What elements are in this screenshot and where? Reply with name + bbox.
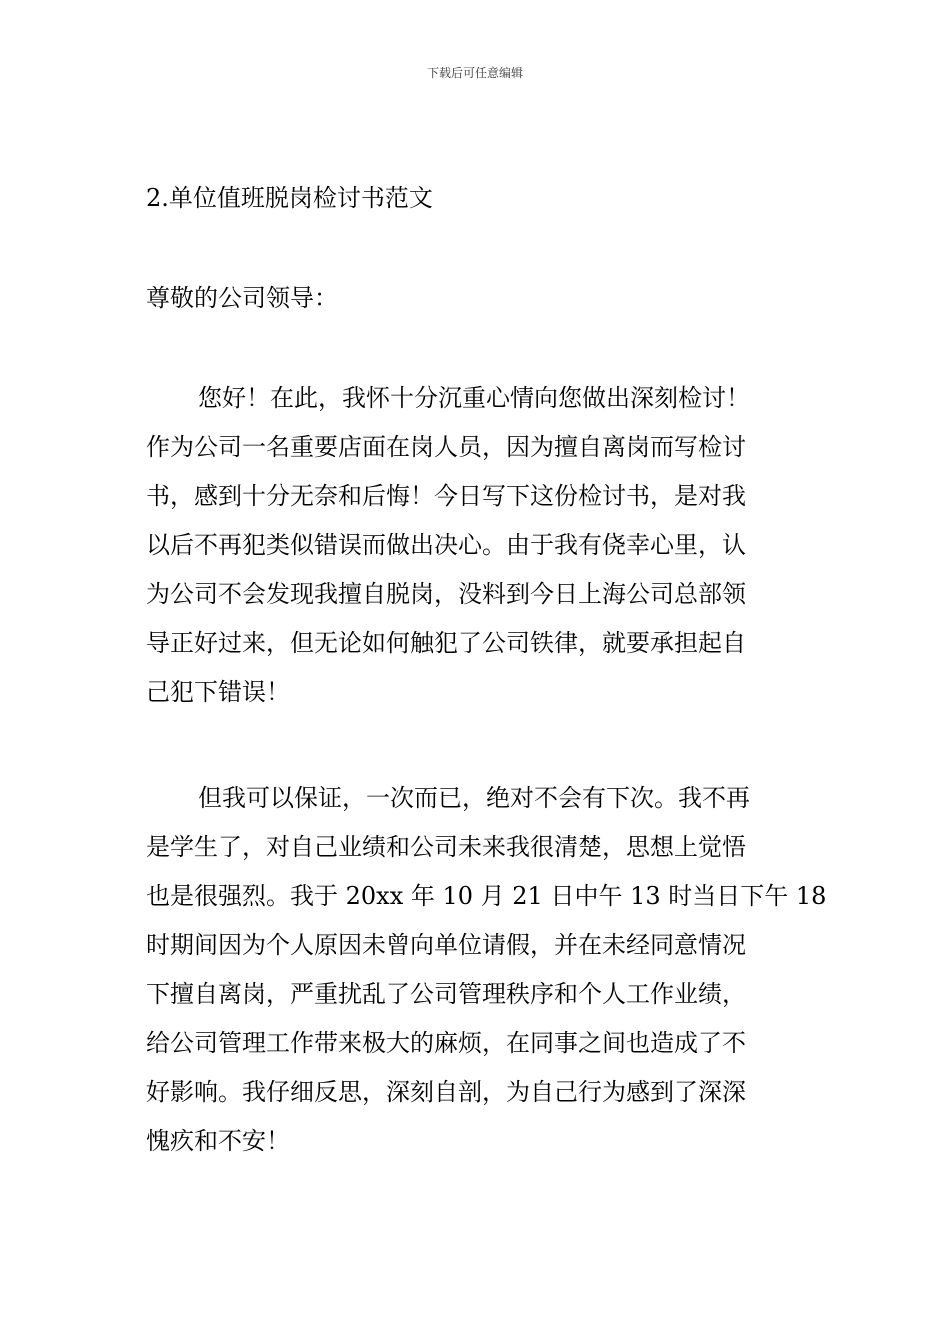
paragraph-line: 导正好过来，但无论如何触犯了公司铁律，就要承担起自 [146,629,746,657]
paragraph-2 [146,774,827,1166]
paragraph-line: 书，感到十分无奈和后悔！今日写下这份检讨书，是对我 [146,482,746,510]
paragraph-line: 为公司不会发现我擅自脱岗，没料到今日上海公司总部领 [146,580,746,608]
document-title: 2.单位值班脱岗检讨书范文 [146,184,433,212]
salutation: 尊敬的公司领导： [146,284,338,312]
paragraph-line: 下擅自离岗，严重扰乱了公司管理秩序和个人工作业绩， [146,980,746,1008]
paragraph-line: 时期间因为个人原因未曾向单位请假，并在未经同意情况 [146,931,746,959]
paragraph-line: 愧疚和不安！ [146,1127,290,1155]
paragraph-line: 以后不再犯类似错误而做出决心。由于我有侥幸心里，认 [146,531,746,559]
paragraph-line: 但我可以保证，一次而已，绝对不会有下次。我不再 [198,784,750,812]
paragraph-line: 作为公司一名重要店面在岗人员，因为擅自离岗而写检讨 [146,433,746,461]
paragraph-line: 好影响。我仔细反思，深刻自剖，为自己行为感到了深深 [146,1078,746,1106]
paragraph-line: 己犯下错误！ [146,678,290,706]
paragraph-line: 是学生了，对自己业绩和公司未来我很清楚，思想上觉悟 [146,833,746,861]
page-header: 下载后可任意编辑 [426,66,523,80]
paragraph-1 [146,374,808,717]
paragraph-line: 给公司管理工作带来极大的麻烦，在同事之间也造成了不 [146,1029,746,1057]
paragraph-line: 您好！在此，我怀十分沉重心情向您做出深刻检讨！ [198,384,750,412]
paragraph-line: 也是很强烈。我于 20xx 年 10 月 21 日中午 13 时当日下午 18 [146,882,827,910]
